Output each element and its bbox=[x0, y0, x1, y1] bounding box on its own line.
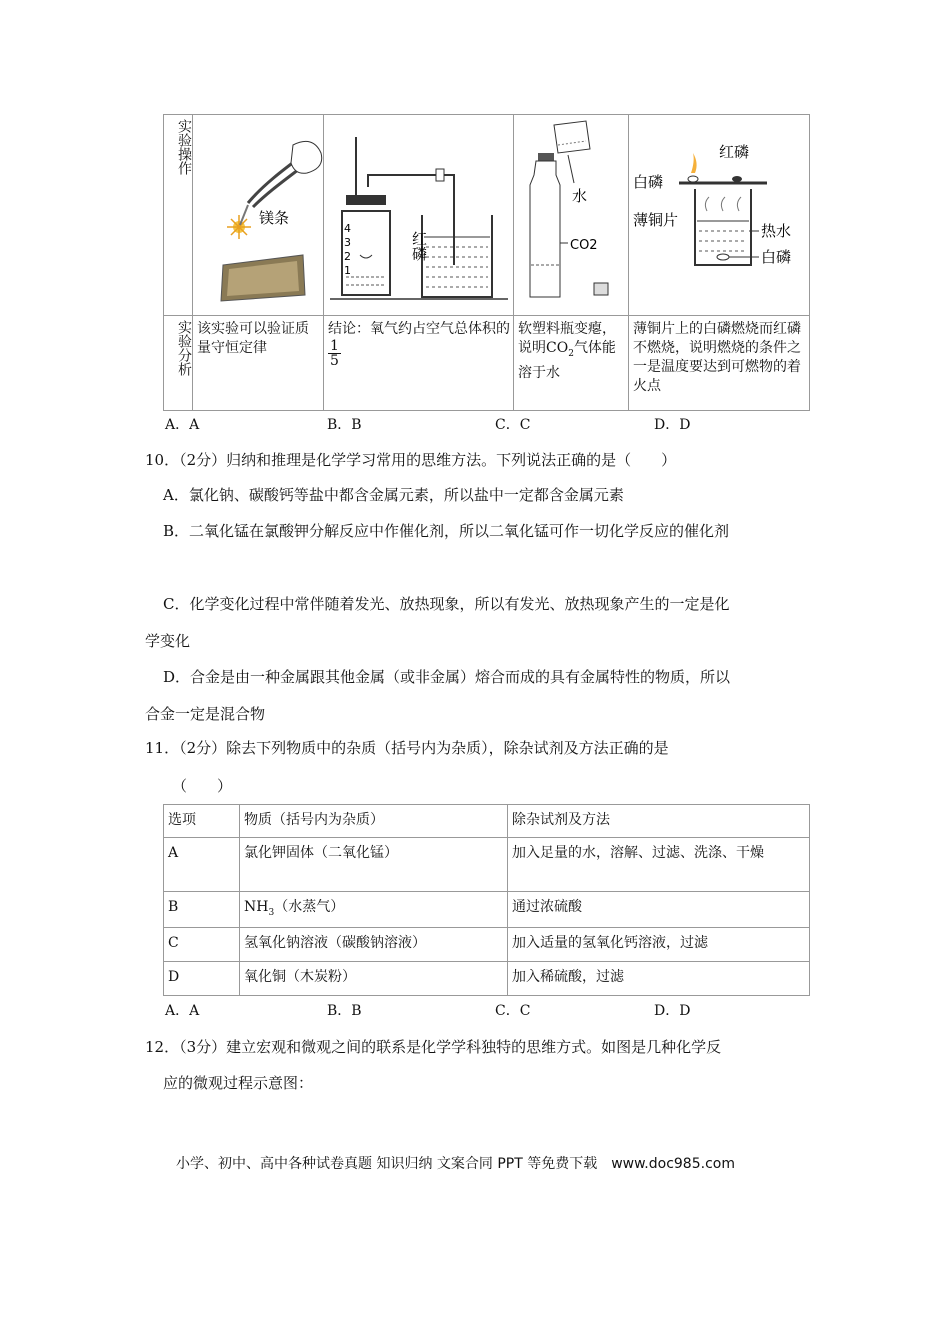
q11-option-b[interactable]: B．B bbox=[327, 1003, 362, 1019]
analysis-c-text-1: 软塑料瓶变瘪，说明CO bbox=[518, 321, 616, 356]
water-label: 水 bbox=[572, 187, 588, 205]
analysis-d: 薄铜片上的白磷燃烧而红磷不燃烧，说明燃烧的条件之一是温度要达到可燃物的着火点 bbox=[629, 316, 810, 411]
analysis-a: 该实验可以验证质量守恒定律 bbox=[193, 316, 324, 411]
experiment-table bbox=[163, 114, 810, 411]
image-cell-b bbox=[324, 115, 514, 316]
q11-option-d[interactable]: D．D bbox=[654, 1003, 691, 1019]
q10-option-d-line2[interactable]: 合金一定是混合物 bbox=[145, 705, 266, 723]
q10-option-c-line2[interactable]: 学变化 bbox=[145, 632, 191, 650]
q11-row-b-method: 通过浓硫酸 bbox=[508, 892, 810, 928]
q11-header-option: 选项 bbox=[164, 805, 240, 838]
q9-option-b[interactable]: B．B bbox=[327, 417, 362, 433]
q10-option-d-line1[interactable]: D．合金是由一种金属跟其他金属（或非金属）熔合而成的具有金属特性的物质，所以 bbox=[163, 668, 731, 686]
scale-mark-2: 2 bbox=[344, 250, 351, 263]
q11-row-d-option: D bbox=[164, 962, 240, 996]
scale-mark-1: 1 bbox=[344, 264, 351, 277]
q11-row-b-subscript: 3 bbox=[268, 907, 275, 918]
analysis-c bbox=[514, 316, 629, 411]
q11-option-a[interactable]: A．A bbox=[165, 1003, 200, 1019]
q10-option-a[interactable]: A．氯化钠、碳酸钙等盐中都含金属元素，所以盐中一定都含金属元素 bbox=[163, 486, 624, 504]
q11-row-d-method: 加入稀硫酸，过滤 bbox=[508, 962, 810, 996]
q11-option-c[interactable]: C．C bbox=[495, 1003, 531, 1019]
q11-row-a-method: 加入足量的水，溶解、过滤、洗涤、干燥 bbox=[508, 838, 810, 892]
oxygen-content-apparatus bbox=[324, 115, 514, 311]
q11-header-substance: 物质（括号内为杂质） bbox=[240, 805, 508, 838]
combustion-conditions-apparatus bbox=[629, 115, 810, 311]
hot-water-label: 热水 bbox=[761, 222, 792, 240]
image-cell-c bbox=[514, 115, 629, 316]
q11-stem: 11．（2分）除去下列物质中的杂质（括号内为杂质），除杂试剂及方法正确的是 bbox=[145, 739, 669, 757]
q9-option-d[interactable]: D．D bbox=[654, 417, 691, 433]
q10-stem: 10．（2分）归纳和推理是化学学习常用的思维方法。下列说法正确的是（ ） bbox=[145, 451, 677, 469]
q12-stem-line2: 应的微观过程示意图： bbox=[163, 1074, 314, 1092]
magnesium-label: 镁条 bbox=[259, 209, 290, 227]
q9-option-c[interactable]: C．C bbox=[495, 417, 531, 433]
red-phosphorus-label: 红磷 bbox=[398, 231, 428, 249]
copper-sheet-label: 薄铜片 bbox=[633, 211, 679, 229]
q10-option-c-line1[interactable]: C．化学变化过程中常伴随着发光、放热现象，所以有发光、放热现象产生的一定是化 bbox=[163, 595, 730, 613]
image-cell-d bbox=[629, 115, 810, 316]
q11-row-c-substance: 氢氧化钠溶液（碳酸钠溶液） bbox=[240, 928, 508, 962]
table-row bbox=[164, 928, 810, 962]
white-phosphorus-label-bottom: 白磷 bbox=[761, 248, 792, 266]
q11-row-b-impurity: （水蒸气） bbox=[274, 899, 345, 915]
analysis-b-text: 结论：氧气约占空气总体积的 bbox=[328, 321, 510, 337]
q11-row-b-substance bbox=[240, 892, 508, 928]
q11-row-c-method: 加入适量的氢氧化钙溶液，过滤 bbox=[508, 928, 810, 962]
analysis-b bbox=[324, 316, 514, 411]
q11-header-method: 除杂试剂及方法 bbox=[508, 805, 810, 838]
q12-stem-line1: 12．（3分）建立宏观和微观之间的联系是化学学科独特的思维方式。如图是几种化学反 bbox=[145, 1038, 722, 1056]
q11-answer-paren: （ ） bbox=[172, 777, 233, 795]
q11-row-c-option: C bbox=[164, 928, 240, 962]
co2-label: CO2 bbox=[570, 238, 598, 253]
q11-table bbox=[163, 804, 810, 996]
row-label-operation: 实验操作 bbox=[164, 115, 193, 316]
table-row bbox=[164, 892, 810, 928]
co2-bottle-illustration bbox=[514, 115, 629, 311]
scale-mark-3: 3 bbox=[344, 236, 351, 249]
row-label-analysis: 实验分析 bbox=[164, 316, 193, 411]
q10-option-b[interactable]: B．二氧化锰在氯酸钾分解反应中作催化剂，所以二氧化锰可作一切化学反应的催化剂 bbox=[163, 522, 730, 540]
scale-mark-4: 4 bbox=[344, 222, 351, 235]
analysis-c-subscript: 2 bbox=[568, 348, 574, 359]
q11-row-b-formula: NH bbox=[244, 899, 269, 915]
fraction-one-fifth: $\frac{1}{5}$ bbox=[330, 338, 339, 369]
q11-row-a-substance: 氯化钾固体（二氧化锰） bbox=[240, 838, 508, 892]
q9-option-a[interactable]: A．A bbox=[165, 417, 200, 433]
magnesium-burning-illustration bbox=[193, 115, 324, 311]
analysis-c-text-2: 气体能溶于水 bbox=[518, 340, 616, 381]
red-phosphorus-label-d: 红磷 bbox=[719, 143, 750, 161]
image-cell-a bbox=[193, 115, 324, 316]
table-row bbox=[164, 962, 810, 996]
q11-row-a-option: A bbox=[164, 838, 240, 892]
white-phosphorus-label-top: 白磷 bbox=[633, 173, 664, 191]
page-footer: 小学、初中、高中各种试卷真题 知识归纳 文案合同 PPT 等免费下载 www.doc985.com bbox=[176, 1156, 735, 1172]
table-row bbox=[164, 838, 810, 892]
q11-row-b-option: B bbox=[164, 892, 240, 928]
q11-row-d-substance: 氧化铜（木炭粉） bbox=[240, 962, 508, 996]
